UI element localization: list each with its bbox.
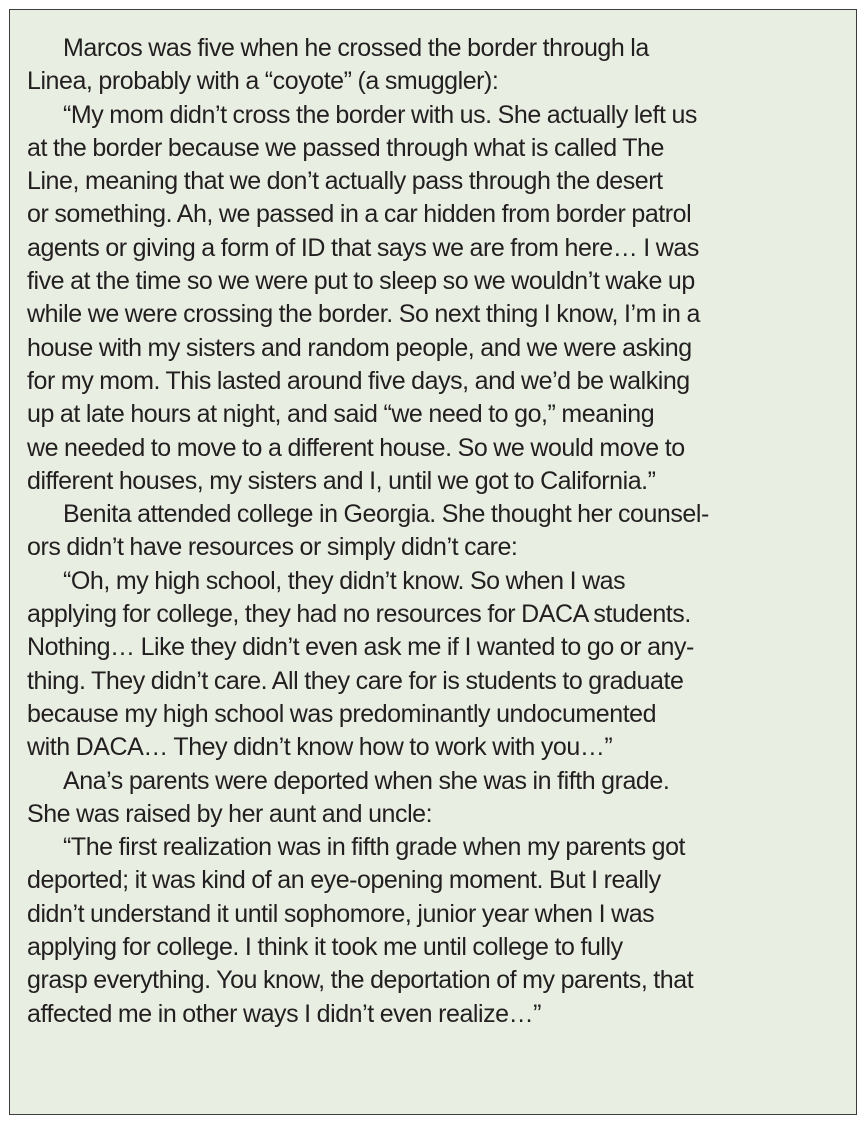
text-line: Line, meaning that we don’t actually pass through the desert: [27, 167, 663, 196]
text-line: “Oh, my high school, they didn’t know. So when I was: [63, 566, 626, 595]
quote-box: [9, 9, 857, 1115]
text-line: applying for college. I think it took me until college to fully: [27, 933, 623, 962]
text-line: while we were crossing the border. So next thing I know, I’m in a: [27, 300, 700, 329]
text-line: She was raised by her aunt and uncle:: [27, 799, 433, 828]
text-line: Marcos was five when he crossed the border through la: [63, 34, 649, 62]
text-line: applying for college, they had no resources for DACA students.: [27, 600, 691, 629]
text-line: agents or giving a form of ID that says we are from here… I was: [27, 233, 699, 262]
text-line: house with my sisters and random people, and we were asking: [27, 333, 692, 362]
text-line: ors didn’t have resources or simply didn’t care:: [27, 533, 518, 562]
text-line: for my mom. This lasted around five days, and we’d be walking: [27, 366, 690, 395]
text-line: five at the time so we were put to sleep so we wouldn’t wake up: [27, 267, 695, 296]
text-line: grasp everything. You know, the deportation of my parents, that: [27, 966, 694, 995]
text-line: different houses, my sisters and I, until we got to California.”: [27, 466, 656, 495]
text-line: deported; it was kind of an eye-opening moment. But I really: [27, 866, 661, 895]
text-line: up at late hours at night, and said “we need to go,” meaning: [27, 400, 655, 429]
text-line: “My mom didn’t cross the border with us. She actually left us: [63, 100, 697, 129]
text-line: Linea, probably with a “coyote” (a smuggler):: [27, 67, 499, 96]
text-line: Nothing… Like they didn’t even ask me if I wanted to go or any-: [27, 633, 694, 662]
quote-text-body: [27, 32, 838, 1031]
text-line: didn’t understand it until sophomore, junior year when I was: [27, 899, 655, 928]
text-line: at the border because we passed through what is called The: [27, 133, 664, 162]
text-line: we needed to move to a different house. So we would move to: [27, 433, 685, 462]
text-line: affected me in other ways I didn’t even realize…”: [27, 999, 542, 1028]
text-line: because my high school was predominantly undocumented: [27, 699, 657, 728]
text-line: Benita attended college in Georgia. She thought her counsel-: [63, 500, 709, 529]
text-line: thing. They didn’t care. All they care for is students to graduate: [27, 666, 684, 695]
text-line: Ana’s parents were deported when she was in fifth grade.: [63, 766, 670, 795]
text-line: or something. Ah, we passed in a car hidden from border patrol: [27, 200, 692, 229]
text-line: “The first realization was in fifth grade when my parents got: [63, 833, 686, 862]
text-line: with DACA… They didn’t know how to work with you…”: [27, 733, 613, 762]
